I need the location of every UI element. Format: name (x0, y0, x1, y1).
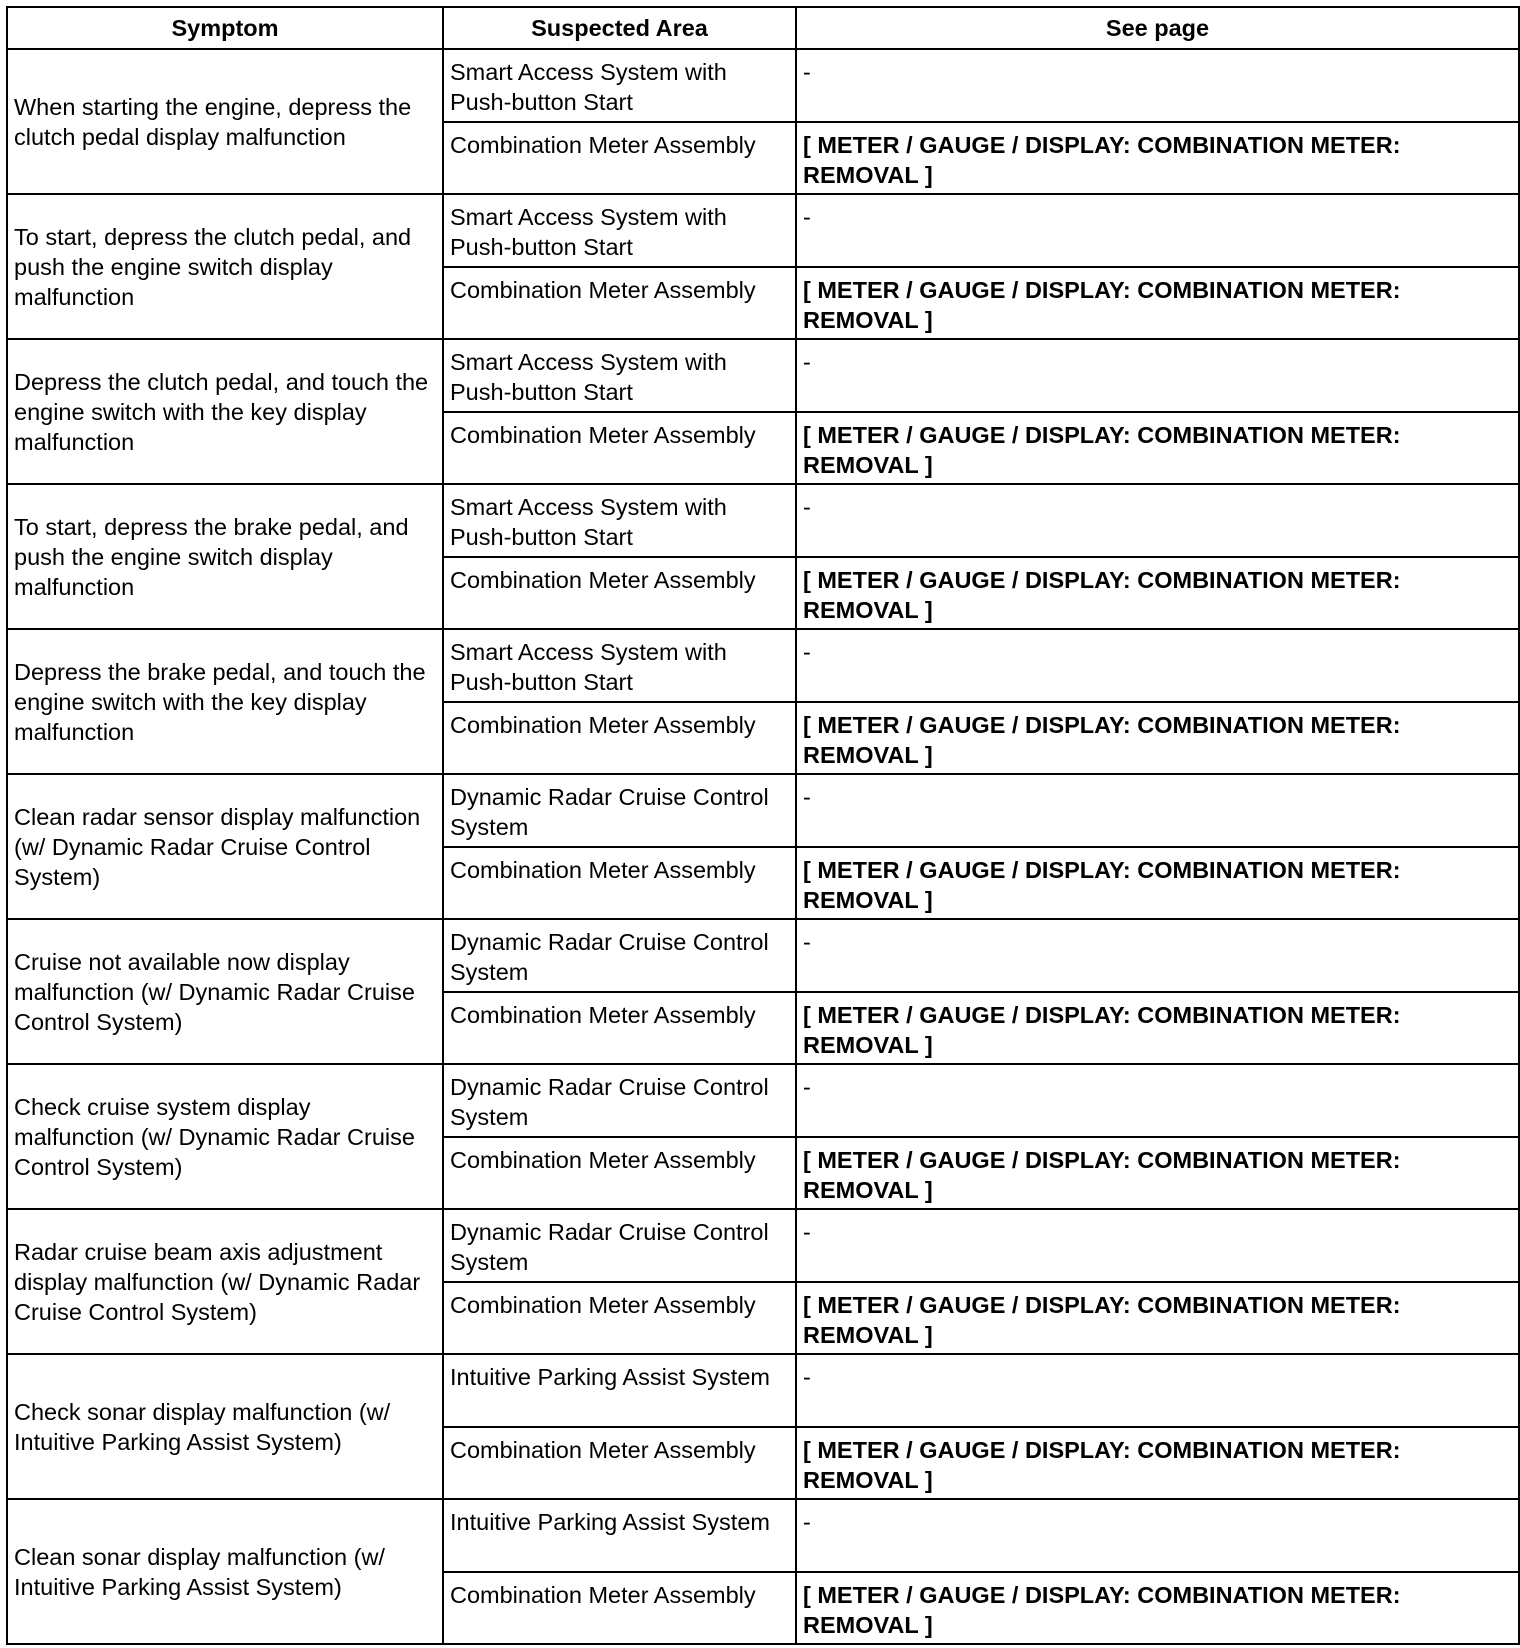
suspected-area-cell: Combination Meter Assembly (443, 1427, 796, 1500)
symptom-cell: Clean sonar display malfunction (w/ Intuitive Parking Assist System) (7, 1499, 443, 1644)
see-page-reference: [ METER / GAUGE / DISPLAY: COMBINATION METER: REMOVAL ] (796, 847, 1519, 920)
suspected-area-cell: Dynamic Radar Cruise Control System (443, 774, 796, 847)
symptom-cell: To start, depress the brake pedal, and push the engine switch display malfunction (7, 484, 443, 629)
see-page-cell: - (796, 1499, 1519, 1572)
see-page-cell: - (796, 1354, 1519, 1427)
symptom-cell: Radar cruise beam axis adjustment display malfunction (w/ Dynamic Radar Cruise Control System) (7, 1209, 443, 1354)
suspected-area-cell: Combination Meter Assembly (443, 267, 796, 340)
see-page-reference: [ METER / GAUGE / DISPLAY: COMBINATION METER: REMOVAL ] (796, 557, 1519, 630)
see-page-cell: - (796, 919, 1519, 992)
suspected-area-cell: Combination Meter Assembly (443, 412, 796, 485)
suspected-area-cell: Smart Access System with Push-button Start (443, 194, 796, 267)
suspected-area-cell: Combination Meter Assembly (443, 557, 796, 630)
symptom-cell: Clean radar sensor display malfunction (w/ Dynamic Radar Cruise Control System) (7, 774, 443, 919)
see-page-cell: - (796, 49, 1519, 122)
symptom-cell: Check cruise system display malfunction (w/ Dynamic Radar Cruise Control System) (7, 1064, 443, 1209)
suspected-area-cell: Smart Access System with Push-button Start (443, 629, 796, 702)
suspected-area-cell: Smart Access System with Push-button Start (443, 484, 796, 557)
symptom-cell: When starting the engine, depress the clutch pedal display malfunction (7, 49, 443, 194)
table-row (7, 49, 1519, 122)
suspected-area-cell: Smart Access System with Push-button Start (443, 339, 796, 412)
table-row (7, 194, 1519, 267)
suspected-area-cell: Dynamic Radar Cruise Control System (443, 919, 796, 992)
symptom-cell: Check sonar display malfunction (w/ Intuitive Parking Assist System) (7, 1354, 443, 1499)
header-see-page: See page (796, 7, 1519, 49)
suspected-area-cell: Combination Meter Assembly (443, 992, 796, 1065)
see-page-cell: - (796, 629, 1519, 702)
table-header-row (7, 7, 1519, 49)
see-page-reference: [ METER / GAUGE / DISPLAY: COMBINATION METER: REMOVAL ] (796, 267, 1519, 340)
suspected-area-cell: Dynamic Radar Cruise Control System (443, 1064, 796, 1137)
suspected-area-cell: Intuitive Parking Assist System (443, 1499, 796, 1572)
see-page-cell: - (796, 774, 1519, 847)
symptom-cell: To start, depress the clutch pedal, and push the engine switch display malfunction (7, 194, 443, 339)
suspected-area-cell: Smart Access System with Push-button Start (443, 49, 796, 122)
table-row (7, 1209, 1519, 1282)
see-page-reference: [ METER / GAUGE / DISPLAY: COMBINATION METER: REMOVAL ] (796, 992, 1519, 1065)
see-page-reference: [ METER / GAUGE / DISPLAY: COMBINATION METER: REMOVAL ] (796, 1282, 1519, 1355)
suspected-area-cell: Intuitive Parking Assist System (443, 1354, 796, 1427)
symptom-cell: Cruise not available now display malfunction (w/ Dynamic Radar Cruise Control System) (7, 919, 443, 1064)
see-page-reference: [ METER / GAUGE / DISPLAY: COMBINATION METER: REMOVAL ] (796, 412, 1519, 485)
symptom-table-sheet (6, 6, 1520, 1645)
table-row (7, 1064, 1519, 1137)
table-row (7, 1499, 1519, 1572)
suspected-area-cell: Combination Meter Assembly (443, 1137, 796, 1210)
table-row (7, 339, 1519, 412)
suspected-area-cell: Dynamic Radar Cruise Control System (443, 1209, 796, 1282)
header-symptom: Symptom (7, 7, 443, 49)
see-page-reference: [ METER / GAUGE / DISPLAY: COMBINATION METER: REMOVAL ] (796, 1572, 1519, 1645)
table-row (7, 1354, 1519, 1427)
table-row (7, 774, 1519, 847)
table-row (7, 629, 1519, 702)
suspected-area-cell: Combination Meter Assembly (443, 847, 796, 920)
see-page-cell: - (796, 194, 1519, 267)
symptom-table (6, 6, 1520, 1645)
table-row (7, 484, 1519, 557)
see-page-reference: [ METER / GAUGE / DISPLAY: COMBINATION METER: REMOVAL ] (796, 1427, 1519, 1500)
suspected-area-cell: Combination Meter Assembly (443, 1572, 796, 1645)
see-page-cell: - (796, 339, 1519, 412)
table-row (7, 919, 1519, 992)
symptom-cell: Depress the clutch pedal, and touch the engine switch with the key display malfunction (7, 339, 443, 484)
see-page-cell: - (796, 1209, 1519, 1282)
see-page-cell: - (796, 484, 1519, 557)
see-page-reference: [ METER / GAUGE / DISPLAY: COMBINATION METER: REMOVAL ] (796, 702, 1519, 775)
suspected-area-cell: Combination Meter Assembly (443, 122, 796, 195)
see-page-reference: [ METER / GAUGE / DISPLAY: COMBINATION METER: REMOVAL ] (796, 122, 1519, 195)
symptom-cell: Depress the brake pedal, and touch the engine switch with the key display malfunction (7, 629, 443, 774)
see-page-reference: [ METER / GAUGE / DISPLAY: COMBINATION METER: REMOVAL ] (796, 1137, 1519, 1210)
suspected-area-cell: Combination Meter Assembly (443, 1282, 796, 1355)
header-suspected-area: Suspected Area (443, 7, 796, 49)
see-page-cell: - (796, 1064, 1519, 1137)
table-body (7, 49, 1519, 1644)
suspected-area-cell: Combination Meter Assembly (443, 702, 796, 775)
